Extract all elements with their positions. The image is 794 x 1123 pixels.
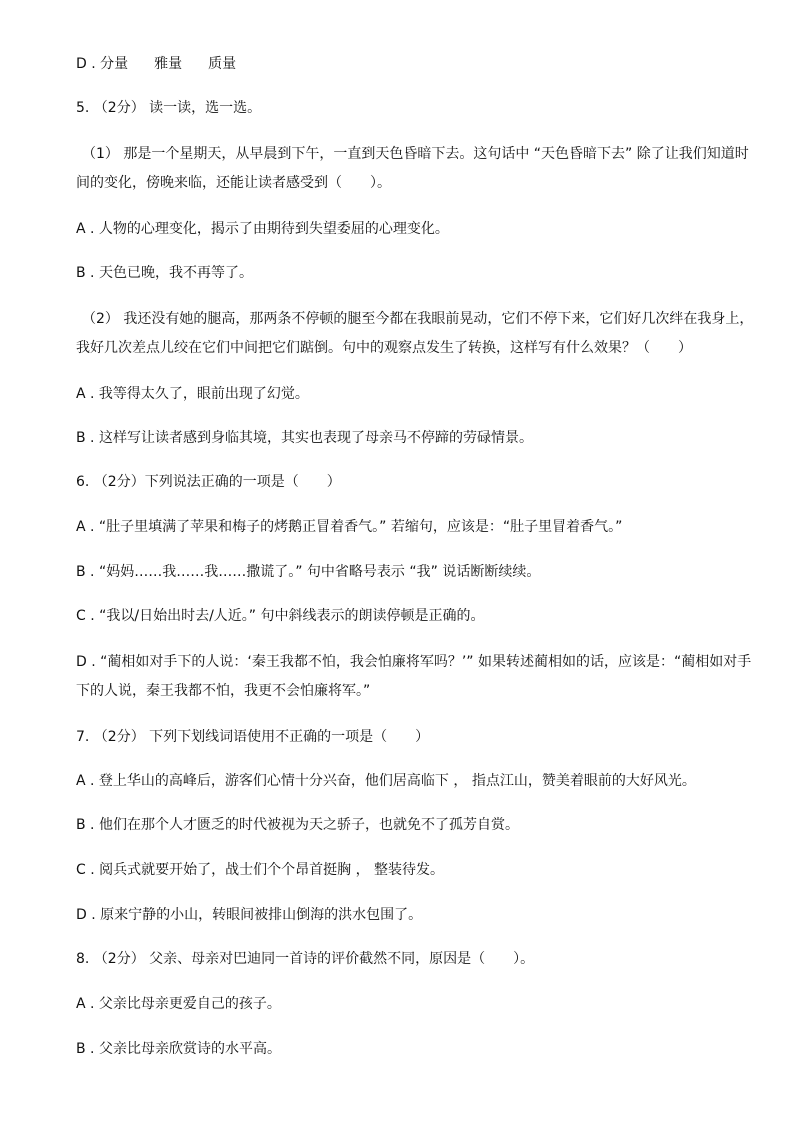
option-d-text-3: 质量 [208,56,237,72]
question-7-option-a: A . 登上华山的高峰后，游客们心情十分兴奋，他们居高临下 ， 指点江山，赞美着眼前的大好风光。 [76,773,696,789]
question-6-option-a: A . “肚子里填满了苹果和梅子的烤鹅正冒着香气。” 若缩句，应该是：“肚子里冒着香气。” [76,519,623,535]
question-7-option-b: B . 他们在那个人才匮乏的时代被视为天之骄子，也就免不了孤芳自赏。 [76,817,519,833]
question-5-sub-1-option-a: A . 人物的心理变化，揭示了由期待到失望委屈的心理变化。 [76,221,449,237]
question-8-title: 8. （2分） 父亲、母亲对巴迪同一首诗的评价截然不同，原因是（ ）。 [76,951,535,967]
option-d-row [76,54,236,74]
question-8-option-a: A . 父亲比母亲更爱自己的孩子。 [76,996,281,1012]
question-6-option-b: B . “妈妈……我……我……撒谎了。” 句中省略号表示 “我” 说话断断续续。 [76,564,541,580]
question-5-sub-2-option-a: A . 我等得太久了，眼前出现了幻觉。 [76,386,309,402]
question-7-title: 7. （2分） 下列下划线词语使用不正确的一项是（ ） [76,729,430,745]
question-5-sub-2: （2） 我还没有她的腿高，那两条不停顿的腿至今都在我眼前晃动，它们不停下来，它们好几次绊在我身上，我好几次差点儿绞在它们中间把它们踮倒。句中的观察点发生了转换，这样写有什么效果？（ ） [76,311,754,356]
question-8-option-b: B . 父亲比母亲欣赏诗的水平高。 [76,1041,281,1057]
question-5-sub-1-option-b: B . 天色已晚，我不再等了。 [76,265,253,281]
option-d-text-1: D . 分量 [76,56,129,72]
question-6-option-c: C . “我以/日始出时去/人近。” 句中斜线表示的朗读停顿是正确的。 [76,608,485,624]
question-5-sub-1: （1） 那是一个星期天，从早晨到下午，一直到天色昏暗下去。这句话中 “天色昏暗下去” 除了让我们知道时间的变化，傍晚来临，还能让读者感受到（ ）。 [76,146,749,191]
question-6-option-d: D . “蔺相如对手下的人说：‘秦王我都不怕，我会怕廉将军吗？’” 如果转述蔺相如的话，应该是：“蔺相如对手下的人说，秦王我都不怕，我更不会怕廉将军。” [76,654,752,699]
question-7-option-d: D . 原来宁静的小山，转眼间被排山倒海的洪水包围了。 [76,907,423,923]
question-5-title: 5. （2分） 读一读，选一选。 [76,100,262,116]
option-d-text-2: 雅量 [154,56,183,72]
question-6-title: 6. （2分）下列说法正确的一项是（ ） [76,474,341,490]
question-7-option-c: C . 阅兵式就要开始了，战士们个个昂首挺胸 ， 整装待发。 [76,862,445,878]
question-5-sub-2-option-b: B . 这样写让读者感到身临其境，其实也表现了母亲马不停蹄的劳碌情景。 [76,430,533,446]
